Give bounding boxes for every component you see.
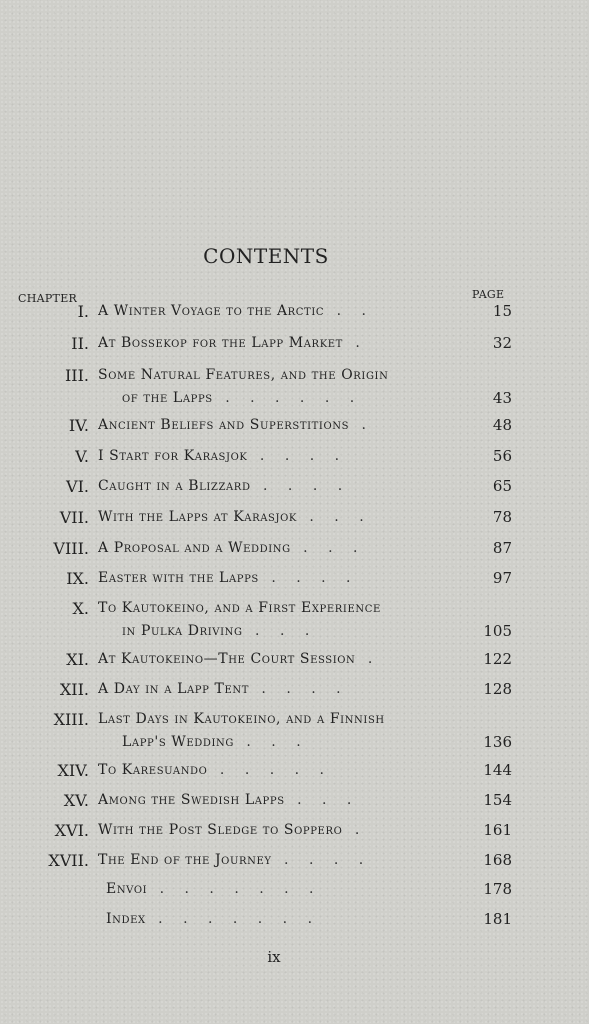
- page-ref: 15: [492, 302, 512, 320]
- leader-dots: . . .: [284, 792, 360, 808]
- chapter-title-line: [98, 335, 468, 351]
- chapter-title-text: Caught in a Blizzard: [98, 478, 251, 494]
- chapter-title-line: [98, 448, 468, 464]
- chapter-title-text: Last Days in Kautokeino, and a Finnish: [98, 711, 385, 727]
- chapter-title-line: [106, 881, 476, 897]
- page-ref: 136: [483, 733, 512, 751]
- chapter-number: XI.: [66, 650, 89, 669]
- page-ref: 65: [492, 477, 512, 495]
- chapter-title-text: At Bossekop for the Lapp Market: [98, 335, 343, 351]
- chapter-title-line: [98, 822, 468, 838]
- page-ref: 144: [483, 761, 512, 779]
- chapter-title-text: A Winter Voyage to the Arctic: [98, 303, 325, 319]
- chapter-title-line: [98, 509, 468, 525]
- chapter-title-line: [98, 852, 468, 868]
- leader-dots: . . . . . .: [212, 390, 363, 406]
- leader-dots: . . . . . . .: [147, 881, 322, 897]
- page-ref: 48: [492, 416, 512, 434]
- chapter-title-text: Index: [106, 911, 146, 927]
- page-ref: 105: [483, 622, 512, 640]
- chapter-title-line: [98, 540, 468, 556]
- chapter-title-text: A Day in a Lapp Tent: [98, 681, 249, 697]
- page-title: CONTENTS: [203, 244, 329, 268]
- chapter-title-line: [106, 911, 476, 927]
- chapter-title-text: To Karesuando: [98, 762, 208, 778]
- chapter-title-line: [98, 681, 468, 697]
- chapter-title-text: A Proposal and a Wedding: [98, 540, 291, 556]
- leader-dots: . . .: [233, 734, 309, 750]
- chapter-title-line: [98, 570, 468, 586]
- chapter-title-line: [98, 478, 468, 494]
- leader-dots: . . .: [296, 509, 372, 525]
- chapter-number: VI.: [66, 477, 89, 496]
- leader-dots: . . . . .: [207, 762, 332, 778]
- page-number: ix: [267, 948, 281, 966]
- chapter-title-text: Ancient Beliefs and Superstitions: [98, 417, 350, 433]
- page-ref: 122: [483, 650, 512, 668]
- leader-dots: .: [342, 822, 368, 838]
- chapter-title-text: At Kautokeino—The Court Session: [98, 651, 356, 667]
- leader-dots: . . . .: [247, 448, 348, 464]
- leader-dots: . . . .: [258, 570, 359, 586]
- chapter-title-line: [98, 792, 468, 808]
- page-ref: 87: [492, 539, 512, 557]
- chapter-title-text: in Pulka Driving: [122, 623, 243, 639]
- page-ref: 178: [483, 880, 512, 898]
- chapter-title-line: [98, 651, 468, 667]
- leader-dots: . . .: [242, 623, 318, 639]
- page-ref: 56: [492, 447, 512, 465]
- chapter-number: XVI.: [54, 821, 89, 840]
- leader-dots: . . . .: [250, 478, 351, 494]
- chapter-title-line: [98, 303, 468, 319]
- chapter-title-line: [98, 762, 468, 778]
- chapter-number: X.: [72, 599, 89, 618]
- leader-dots: .: [349, 417, 374, 433]
- page-ref: 43: [492, 389, 512, 407]
- chapter-number: XIII.: [53, 710, 89, 729]
- chapter-title-text: Lapp's Wedding: [122, 734, 234, 750]
- page-ref: 181: [483, 910, 512, 928]
- chapter-title-text: Envoi: [106, 881, 148, 897]
- chapter-title-text: Among the Swedish Lapps: [98, 792, 285, 808]
- chapter-number: XVII.: [48, 851, 89, 870]
- chapter-number: III.: [64, 366, 89, 385]
- page-ref: 78: [492, 508, 512, 526]
- leader-dots: . . . . . . .: [145, 911, 321, 927]
- leader-dots: .: [355, 651, 381, 667]
- chapter-number: XV.: [63, 791, 89, 810]
- leader-dots: . . . .: [271, 852, 372, 868]
- chapter-title-line: [122, 390, 492, 406]
- chapter-number: II.: [71, 334, 89, 353]
- chapter-number: XIV.: [57, 761, 89, 780]
- chapter-title-text: The End of the Journey: [98, 852, 272, 868]
- page-ref: 154: [483, 791, 512, 809]
- chapter-number: VIII.: [53, 539, 89, 558]
- page-ref: 97: [492, 569, 512, 587]
- leader-dots: . . . .: [248, 681, 349, 697]
- chapter-title-line: [98, 417, 468, 433]
- leader-dots: .: [342, 335, 368, 351]
- chapter-title-text: To Kautokeino, and a First Experience: [98, 600, 381, 616]
- page-ref: 128: [483, 680, 512, 698]
- chapter-title-text: Easter with the Lapps: [98, 570, 259, 586]
- chapter-number: IV.: [68, 416, 89, 435]
- chapter-column-header: CHAPTER: [18, 292, 78, 305]
- page-ref: 32: [492, 334, 512, 352]
- chapter-title-line: [98, 367, 468, 383]
- chapter-title-text: Some Natural Features, and the Origin: [98, 367, 389, 383]
- page-ref: 168: [483, 851, 512, 869]
- page-ref: 161: [483, 821, 512, 839]
- chapter-number: I.: [77, 302, 89, 321]
- chapter-number: VII.: [59, 508, 89, 527]
- chapter-title-text: With the Post Sledge to Soppero: [98, 822, 343, 838]
- leader-dots: . . .: [290, 540, 366, 556]
- chapter-number: IX.: [66, 569, 89, 588]
- page-column-header: PAGE: [472, 288, 505, 301]
- chapter-title-line: [98, 600, 468, 616]
- chapter-title-text: of the Lapps: [122, 390, 213, 406]
- chapter-title-line: [122, 734, 492, 750]
- leader-dots: . .: [324, 303, 374, 319]
- chapter-title-line: [98, 711, 468, 727]
- chapter-number: XII.: [59, 680, 89, 699]
- chapter-title-text: With the Lapps at Karasjok: [98, 509, 297, 525]
- chapter-number: V.: [75, 447, 89, 466]
- chapter-title-text: I Start for Karasjok: [98, 448, 248, 464]
- chapter-title-line: [122, 623, 492, 639]
